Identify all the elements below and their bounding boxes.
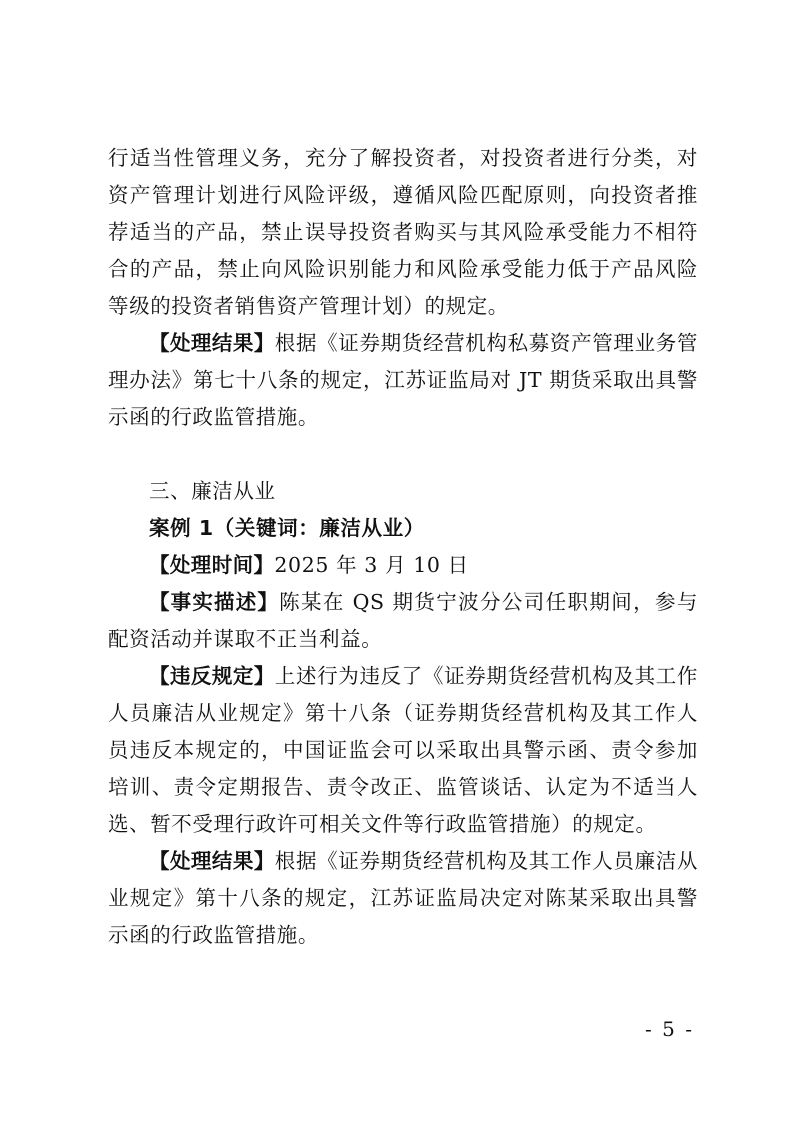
section-heading: 三、廉洁从业: [149, 479, 276, 503]
document-body: [108, 140, 698, 954]
fact-description-label: 【事实描述】: [149, 590, 280, 614]
paragraph-text: 根据《证券期货经营机构私募资产管理业务管理办法》第七十八条的规定，江苏证监局对 JT 期货采取出具警示函的行政监管措施。: [108, 331, 699, 429]
paragraph-suitability-obligation: [108, 140, 698, 325]
processing-result-label: 【处理结果】: [149, 331, 275, 355]
paragraph-processing-result-chen: [108, 843, 698, 954]
paragraph-violated-rules: [108, 658, 698, 843]
paragraph-text: 陈某在 QS 期货宁波分公司任职期间，参与配资活动并谋取不正当利益。: [108, 590, 699, 651]
section-spacer: [108, 436, 698, 473]
case-title: 案例 1（关键词：廉洁从业）: [149, 516, 425, 540]
violated-rules-label: 【违反规定】: [149, 664, 275, 688]
processing-result-label: 【处理结果】: [149, 849, 275, 873]
page-number: - 5 -: [645, 1017, 694, 1041]
paragraph-text: 行适当性管理义务，充分了解投资者，对投资者进行分类，对资产管理计划进行风险评级，遵循风险匹配原则，向投资者推荐适当的产品，禁止误导投资者购买与其风险承受能力不相符合的产品，禁止向风险识别能力和风险承受能力低于产品风险等级的投资者销售资产管理计划）的规定。: [108, 146, 698, 318]
paragraph-text: 根据《证券期货经营机构及其工作人员廉洁从业规定》第十八条的规定，江苏证监局决定对陈某采取出具警示函的行政监管措施。: [108, 849, 699, 947]
paragraph-text: 2025 年 3 月 10 日: [274, 553, 469, 577]
paragraph-processing-time: [108, 547, 698, 584]
paragraph-processing-result-jt: [108, 325, 698, 436]
paragraph-fact-description: [108, 584, 698, 658]
paragraph-text: 上述行为违反了《证券期货经营机构及其工作人员廉洁从业规定》第十八条（证券期货经营机构及其工作人员违反本规定的，中国证监会可以采取出具警示函、责令参加培训、责令定期报告、责令改正、监管谈话、认定为不适当人选、暂不受理行政许可相关文件等行政监管措施）的规定。: [108, 664, 699, 836]
processing-time-label: 【处理时间】: [149, 553, 275, 577]
